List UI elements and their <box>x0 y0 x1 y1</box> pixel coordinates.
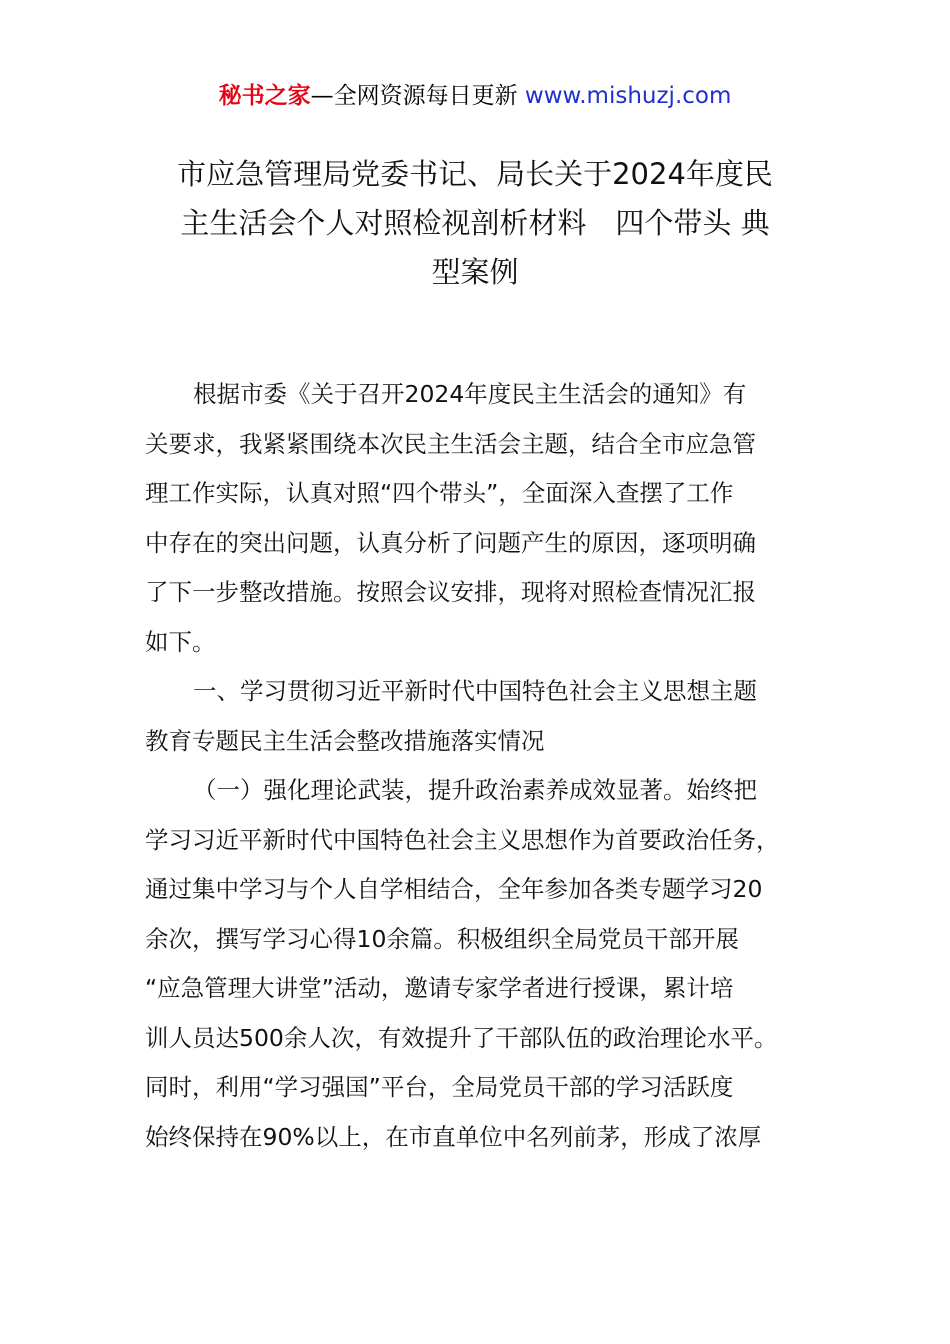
paragraph-line: 通过集中学习与个人自学相结合，全年参加各类专题学习20 <box>145 875 763 903</box>
title-line: 型案例 <box>431 255 519 289</box>
paragraph-line: 关要求，我紧紧围绕本次民主生活会主题，结合全市应急管 <box>145 429 756 458</box>
section-heading-line: 一、学习贯彻习近平新时代中国特色社会主义思想主题 <box>193 677 757 705</box>
paragraph-line: 余次，撰写学习心得10余篇。积极组织全局党员干部开展 <box>145 924 739 953</box>
document-title <box>140 150 810 297</box>
paragraph-line: 同时，利用“学习强国”平台，全局党员干部的学习活跃度 <box>145 1073 734 1101</box>
paragraph-line: 训人员达500余人次，有效提升了干部队伍的政治理论水平。 <box>145 1023 778 1052</box>
paragraph-line: 了下一步整改措施。按照会议安排，现将对照检查情况汇报 <box>145 578 756 606</box>
paragraph-line: 如下。 <box>145 627 216 656</box>
site-url-link[interactable]: www.mishuzj.com <box>524 83 732 109</box>
header-tagline: —全网资源每日更新 <box>310 83 525 109</box>
brand-name: 秘书之家 <box>218 83 311 109</box>
paragraph-line: “应急管理大讲堂”活动，邀请专家学者进行授课，累计培 <box>145 974 734 1002</box>
paragraph-line: 理工作实际，认真对照“四个带头”，全面深入查摆了工作 <box>145 479 734 507</box>
title-line: 主生活会个人对照检视剖析材料 四个带头 典 <box>180 206 770 240</box>
paragraph-line: （一）强化理论武装，提升政治素养成效显著。始终把 <box>193 776 757 804</box>
title-line: 市应急管理局党委书记、局长关于2024年度民 <box>177 157 773 191</box>
paragraph-line: 中存在的突出问题，认真分析了问题产生的原因，逐项明确 <box>145 528 756 557</box>
document-body <box>145 370 815 1162</box>
section-heading-line: 教育专题民主生活会整改措施落实情况 <box>145 726 545 755</box>
paragraph-line: 始终保持在90%以上，在市直单位中名列前茅，形成了浓厚 <box>145 1122 762 1151</box>
paragraph-line: 学习习近平新时代中国特色社会主义思想作为首要政治任务， <box>145 825 780 854</box>
paragraph-line: 根据市委《关于召开2024年度民主生活会的通知》有 <box>193 380 747 408</box>
site-header <box>0 78 950 114</box>
